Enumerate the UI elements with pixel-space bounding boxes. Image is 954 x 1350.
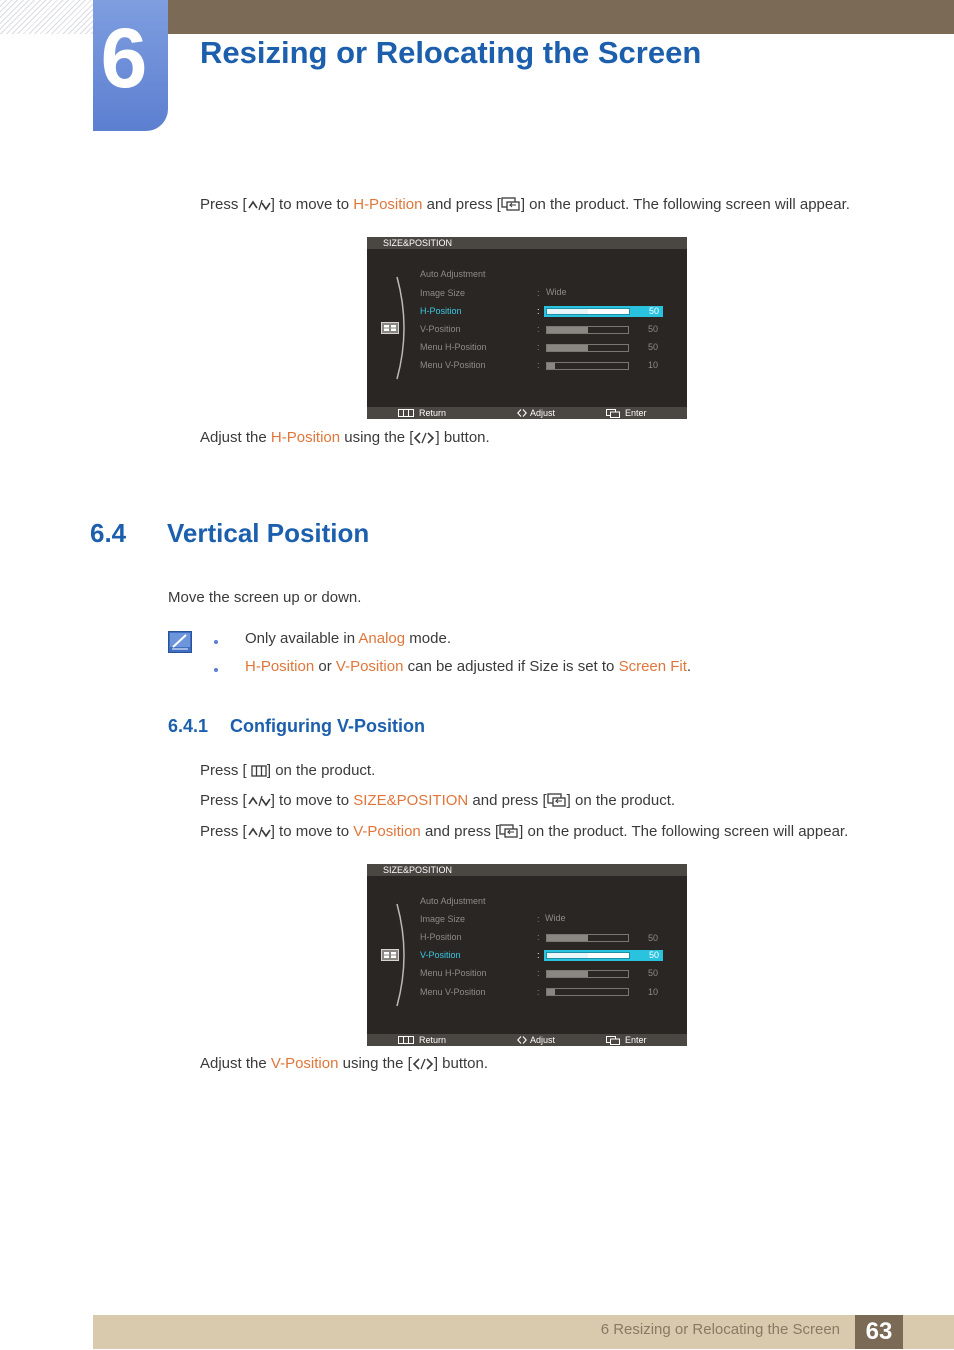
osd-item-h-position[interactable]: H-Position (420, 932, 462, 942)
osd-v-position-value: 50 (648, 950, 659, 960)
subsection-number: 6.4.1 (168, 716, 209, 736)
section-title: Vertical Position (167, 518, 370, 548)
source-enter-icon (606, 409, 620, 418)
adjust-h-position-text: Adjust the H-Position using the [ ] button. (200, 429, 490, 446)
adjust-v-position-text: Adjust the V-Position using the [ ] button. (200, 1055, 489, 1072)
osd-adjust-label[interactable]: Adjust (530, 408, 556, 418)
osd-v-position-slider[interactable] (546, 326, 629, 334)
source-enter-icon (499, 824, 519, 839)
up-down-arrow-icon (247, 794, 271, 808)
header-hatch-pattern (0, 0, 93, 34)
left-right-arrow-icon (517, 409, 527, 417)
bullet-marker (214, 640, 218, 644)
menu-icon (251, 765, 267, 778)
osd-menu-h-position: SIZE&POSITION Auto Adjustment Image Size : Wide H-Position : 50 V-Position : 50 Menu H-Position : 50 Menu V-Position : 10 Return Adjust Enter (367, 237, 687, 419)
osd-h-position-value: 50 (648, 933, 659, 943)
osd-header: SIZE&POSITION (367, 237, 687, 249)
section-number: 6.4 (90, 518, 127, 548)
section-description: Move the screen up or down. (168, 589, 362, 606)
osd-h-position-slider[interactable] (546, 934, 629, 942)
osd-item-auto-adjustment[interactable]: Auto Adjustment (420, 269, 486, 279)
size-position-icon (381, 322, 399, 334)
osd-item-menu-v-position[interactable]: Menu V-Position (420, 987, 486, 997)
step-2-text: Press [ ] to move to SIZE&POSITION and press [ ] on the product. (200, 792, 676, 809)
osd-adjust-label[interactable]: Adjust (530, 1035, 556, 1045)
osd-menu-h-position-slider[interactable] (546, 970, 629, 978)
source-enter-icon (547, 793, 567, 808)
osd-return-label[interactable]: Return (419, 1035, 447, 1045)
osd-h-position-fill (547, 309, 588, 314)
osd-item-menu-v-position[interactable]: Menu V-Position (420, 360, 486, 370)
osd-footer (367, 407, 687, 419)
chapter-number: 6 (100, 11, 148, 105)
up-down-arrow-icon (247, 198, 271, 212)
page-title: Resizing or Relocating the Screen (200, 35, 702, 70)
note-screen-fit: H-Position or V-Position can be adjusted if Size is set to Screen Fit. (245, 658, 692, 675)
source-enter-icon (501, 197, 521, 212)
intro-instruction: Press [ ] to move to H-Position and press [ ] on the product. The following screen will appear. (200, 196, 850, 213)
osd-menu-v-position-value: 10 (648, 987, 659, 997)
osd-menu-v-position-value: 10 (648, 360, 659, 370)
up-down-arrow-icon (247, 825, 271, 839)
menu-icon (398, 1036, 414, 1044)
left-right-arrow-icon (517, 1036, 527, 1044)
osd-v-position-fill (547, 953, 588, 958)
header-bar (168, 0, 954, 34)
osd-menu-h-position-value: 50 (648, 968, 659, 978)
footer-chapter-title: 6 Resizing or Relocating the Screen (600, 1321, 840, 1338)
osd-v-position-value: 50 (648, 324, 659, 334)
osd-menu-v-position-slider[interactable] (546, 988, 629, 996)
size-position-icon (381, 949, 399, 961)
osd-item-h-position[interactable]: H-Position (420, 306, 462, 316)
left-right-arrow-icon (412, 1057, 434, 1071)
osd-image-size-value: Wide (545, 913, 566, 923)
page-number: 63 (855, 1315, 903, 1349)
left-right-arrow-icon (413, 431, 435, 445)
osd-enter-label[interactable]: Enter (625, 1035, 647, 1045)
osd-item-v-position[interactable]: V-Position (420, 324, 461, 334)
osd-h-position-value: 50 (648, 306, 659, 316)
osd-item-v-position[interactable]: V-Position (420, 950, 461, 960)
osd-footer (367, 1034, 687, 1046)
osd-image-size-value: Wide (546, 287, 567, 297)
osd-item-image-size[interactable]: Image Size (420, 288, 466, 298)
osd-menu-v-position-slider[interactable] (546, 362, 629, 370)
osd-header: SIZE&POSITION (367, 864, 687, 876)
step-1-text: Press [ ] on the product. (200, 762, 376, 779)
osd-item-menu-h-position[interactable]: Menu H-Position (420, 342, 487, 352)
osd-v-position-slider[interactable] (544, 950, 663, 961)
osd-menu-h-position-value: 50 (648, 342, 659, 352)
note-analog-mode: Only available in Analog mode. (245, 630, 451, 647)
osd-item-menu-h-position[interactable]: Menu H-Position (420, 968, 487, 978)
osd-item-image-size[interactable]: Image Size (420, 914, 466, 924)
osd-item-auto-adjustment[interactable]: Auto Adjustment (420, 896, 486, 906)
osd-enter-label[interactable]: Enter (625, 408, 647, 418)
bullet-marker (214, 668, 218, 672)
osd-return-label[interactable]: Return (419, 408, 447, 418)
note-icon (168, 631, 192, 653)
osd-menu-v-position: SIZE&POSITION Auto Adjustment Image Size : Wide H-Position : 50 V-Position : 50 Menu H-Position : 50 Menu V-Position : 10 Return Adjust Enter (367, 864, 687, 1046)
osd-menu-h-position-slider[interactable] (546, 344, 629, 352)
menu-icon (398, 409, 414, 417)
step-3-text: Press [ ] to move to V-Position and press [ ] on the product. The following screen will appear. (200, 823, 849, 840)
subsection-title: Configuring V-Position (230, 716, 425, 736)
osd-h-position-slider[interactable] (544, 306, 663, 317)
source-enter-icon (606, 1036, 620, 1045)
